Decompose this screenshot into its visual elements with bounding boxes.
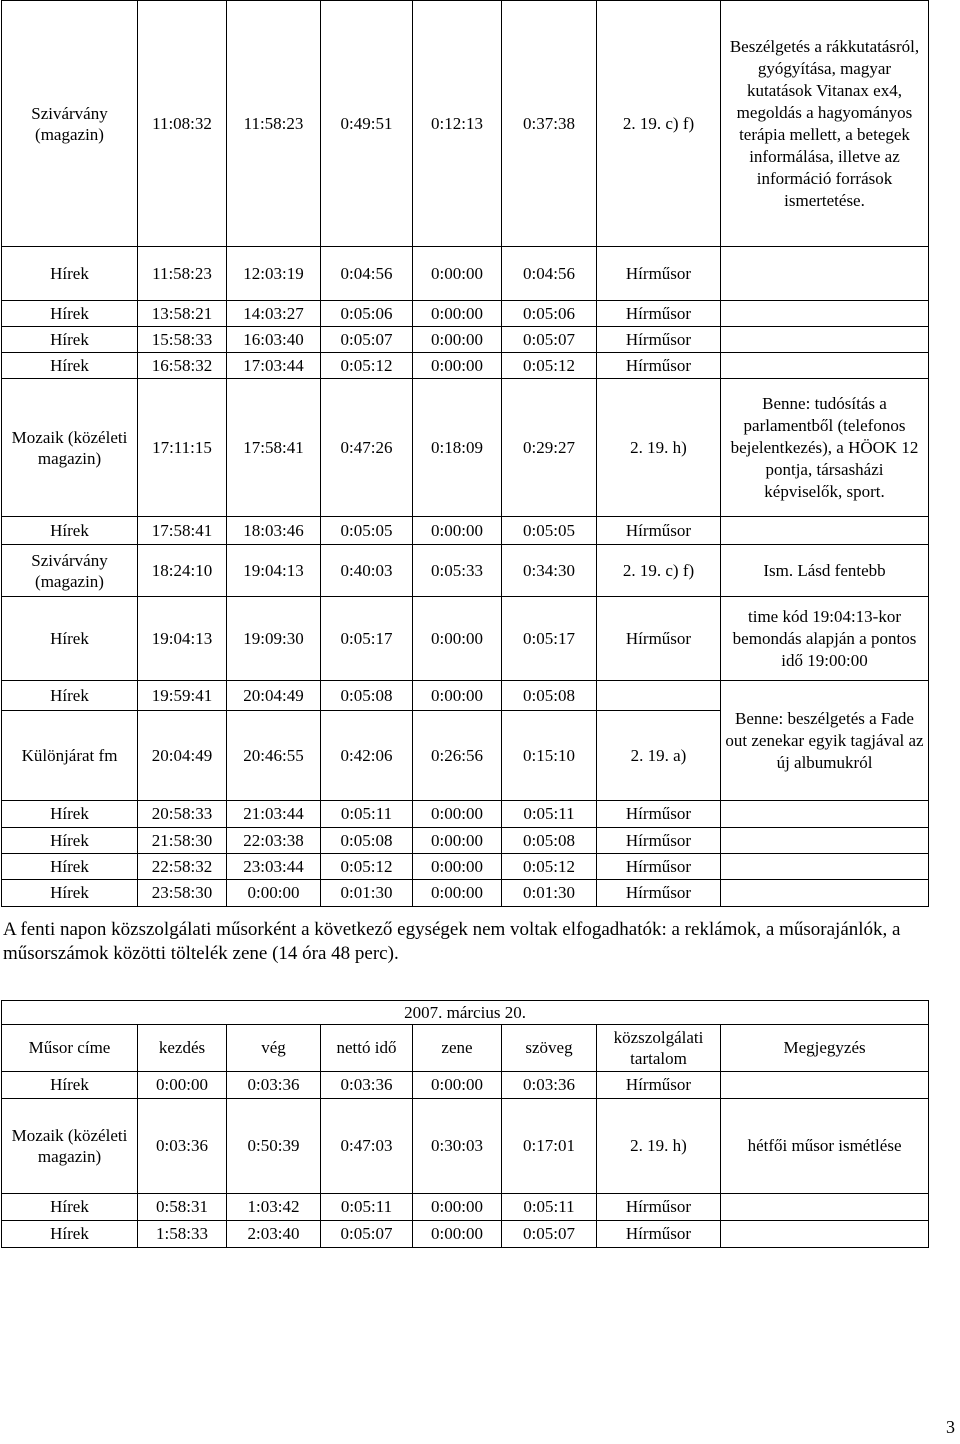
text-time-cell: 0:05:12 <box>502 353 597 379</box>
column-header: szöveg <box>502 1025 597 1072</box>
table-row <box>2 801 929 828</box>
remark-cell <box>721 327 929 353</box>
net-time-cell: 0:42:06 <box>321 711 413 801</box>
start-time-cell: 11:08:32 <box>138 1 227 247</box>
net-time-cell: 0:05:12 <box>321 854 413 880</box>
text-time-cell: 0:29:27 <box>502 379 597 517</box>
program-title-cell: Hírek <box>2 327 138 353</box>
remark-cell <box>721 1194 929 1221</box>
public-content-cell: Hírműsor <box>597 353 721 379</box>
page-number: 3 <box>946 1417 955 1437</box>
program-title-cell: Hírek <box>2 597 138 681</box>
net-time-cell: 0:40:03 <box>321 545 413 597</box>
column-header: Megjegyzés <box>721 1025 929 1072</box>
program-title-cell: Hírek <box>2 353 138 379</box>
text-time-cell: 0:05:07 <box>502 327 597 353</box>
text-time-cell: 0:05:06 <box>502 301 597 327</box>
header-row <box>2 1025 929 1072</box>
start-time-cell: 19:59:41 <box>138 681 227 711</box>
public-content-cell: Hírműsor <box>597 880 721 907</box>
public-content-cell: 2. 19. h) <box>597 1099 721 1194</box>
music-time-cell: 0:26:56 <box>413 711 502 801</box>
remark-cell <box>721 247 929 301</box>
remark-cell <box>721 880 929 907</box>
remark-cell: hétfői műsor ismétlése <box>721 1099 929 1194</box>
program-title-cell: Hírek <box>2 1194 138 1221</box>
net-time-cell: 0:47:03 <box>321 1099 413 1194</box>
program-title-cell: Hírek <box>2 301 138 327</box>
table-row <box>2 1 929 247</box>
net-time-cell: 0:05:17 <box>321 597 413 681</box>
program-title-cell: Hírek <box>2 828 138 854</box>
text-time-cell: 0:05:05 <box>502 517 597 545</box>
table-row <box>2 597 929 681</box>
music-time-cell: 0:00:00 <box>413 327 502 353</box>
table-row <box>2 828 929 854</box>
end-time-cell: 12:03:19 <box>227 247 321 301</box>
net-time-cell: 0:05:07 <box>321 1221 413 1248</box>
end-time-cell: 0:00:00 <box>227 880 321 907</box>
table-row <box>2 247 929 301</box>
program-title-cell: Hírek <box>2 517 138 545</box>
program-title-cell: Különjárat fm <box>2 711 138 801</box>
end-time-cell: 0:03:36 <box>227 1072 321 1099</box>
remark-cell <box>721 1221 929 1248</box>
public-content-cell: Hírműsor <box>597 301 721 327</box>
end-time-cell: 11:58:23 <box>227 1 321 247</box>
music-time-cell: 0:05:33 <box>413 545 502 597</box>
public-content-cell: Hírműsor <box>597 1072 721 1099</box>
start-time-cell: 18:24:10 <box>138 545 227 597</box>
remark-cell <box>721 301 929 327</box>
net-time-cell: 0:47:26 <box>321 379 413 517</box>
end-time-cell: 2:03:40 <box>227 1221 321 1248</box>
public-content-cell: Hírműsor <box>597 327 721 353</box>
table-row <box>2 1194 929 1221</box>
music-time-cell: 0:00:00 <box>413 880 502 907</box>
music-time-cell: 0:00:00 <box>413 1072 502 1099</box>
start-time-cell: 0:00:00 <box>138 1072 227 1099</box>
start-time-cell: 0:58:31 <box>138 1194 227 1221</box>
table-row <box>2 1221 929 1248</box>
net-time-cell: 0:05:11 <box>321 801 413 828</box>
table-row <box>2 517 929 545</box>
music-time-cell: 0:00:00 <box>413 353 502 379</box>
music-time-cell: 0:00:00 <box>413 828 502 854</box>
remark-cell <box>721 801 929 828</box>
program-title-cell: Hírek <box>2 247 138 301</box>
net-time-cell: 0:05:06 <box>321 301 413 327</box>
music-time-cell: 0:00:00 <box>413 854 502 880</box>
public-content-cell: Hírműsor <box>597 828 721 854</box>
music-time-cell: 0:00:00 <box>413 1194 502 1221</box>
music-time-cell: 0:12:13 <box>413 1 502 247</box>
start-time-cell: 15:58:33 <box>138 327 227 353</box>
remark-cell: Beszélgetés a rákkutatásról, gyógyítása, magyar kutatások Vitanax ex4, megoldás a hagyományos terápia mellett, a betegek informálása, illetve az információ források ismertetése. <box>721 1 929 247</box>
net-time-cell: 0:03:36 <box>321 1072 413 1099</box>
text-time-cell: 0:05:08 <box>502 828 597 854</box>
summary-paragraph: A fenti napon közszolgálati műsorként a következő egységek nem voltak elfogadhatók: a reklámok, a műsorajánlók, a műsorszámok közötti töltelék zene (14 óra 48 perc). <box>3 919 901 964</box>
public-content-cell: 2. 19. c) f) <box>597 1 721 247</box>
net-time-cell: 0:05:08 <box>321 828 413 854</box>
column-header: Műsor címe <box>2 1025 138 1072</box>
program-title-cell: Hírek <box>2 681 138 711</box>
column-header: kezdés <box>138 1025 227 1072</box>
table-row <box>2 301 929 327</box>
remark-cell <box>721 1072 929 1099</box>
remark-cell <box>721 517 929 545</box>
music-time-cell: 0:00:00 <box>413 1221 502 1248</box>
end-time-cell: 16:03:40 <box>227 327 321 353</box>
text-time-cell: 0:03:36 <box>502 1072 597 1099</box>
public-content-cell: Hírműsor <box>597 597 721 681</box>
music-time-cell: 0:30:03 <box>413 1099 502 1194</box>
music-time-cell: 0:00:00 <box>413 301 502 327</box>
music-time-cell: 0:00:00 <box>413 517 502 545</box>
start-time-cell: 17:11:15 <box>138 379 227 517</box>
text-time-cell: 0:05:11 <box>502 801 597 828</box>
music-time-cell: 0:00:00 <box>413 801 502 828</box>
end-time-cell: 21:03:44 <box>227 801 321 828</box>
text-time-cell: 0:34:30 <box>502 545 597 597</box>
text-time-cell: 0:37:38 <box>502 1 597 247</box>
start-time-cell: 1:58:33 <box>138 1221 227 1248</box>
table-row <box>2 854 929 880</box>
net-time-cell: 0:05:07 <box>321 327 413 353</box>
public-content-cell: 2. 19. h) <box>597 379 721 517</box>
public-content-cell: 2. 19. c) f) <box>597 545 721 597</box>
music-time-cell: 0:00:00 <box>413 597 502 681</box>
net-time-cell: 0:05:11 <box>321 1194 413 1221</box>
net-time-cell: 0:01:30 <box>321 880 413 907</box>
start-time-cell: 11:58:23 <box>138 247 227 301</box>
public-content-cell: Hírműsor <box>597 801 721 828</box>
table-row <box>2 353 929 379</box>
table-row <box>2 327 929 353</box>
music-time-cell: 0:00:00 <box>413 681 502 711</box>
end-time-cell: 23:03:44 <box>227 854 321 880</box>
text-time-cell: 0:05:08 <box>502 681 597 711</box>
end-time-cell: 18:03:46 <box>227 517 321 545</box>
public-content-cell: 2. 19. a) <box>597 711 721 801</box>
remark-cell <box>721 854 929 880</box>
remark-cell: Benne: tudósítás a parlamentből (telefonos bejelentkezés), a HÖOK 12 pontja, társasházi képviselők, sport. <box>721 379 929 517</box>
column-header: vég <box>227 1025 321 1072</box>
text-time-cell: 0:17:01 <box>502 1099 597 1194</box>
program-title-cell: Mozaik (közéleti magazin) <box>2 379 138 517</box>
program-title-cell: Mozaik (közéleti magazin) <box>2 1099 138 1194</box>
net-time-cell: 0:05:12 <box>321 353 413 379</box>
end-time-cell: 17:03:44 <box>227 353 321 379</box>
start-time-cell: 21:58:30 <box>138 828 227 854</box>
start-time-cell: 20:58:33 <box>138 801 227 828</box>
music-time-cell: 0:00:00 <box>413 247 502 301</box>
table-row <box>2 1099 929 1194</box>
remark-cell: Benne: beszélgetés a Fade out zenekar egyik tagjával az új albumukról <box>721 681 929 801</box>
program-title-cell: Hírek <box>2 1221 138 1248</box>
remark-cell <box>721 828 929 854</box>
remark-cell: time kód 19:04:13-kor bemondás alapján a pontos idő 19:00:00 <box>721 597 929 681</box>
net-time-cell: 0:05:08 <box>321 681 413 711</box>
public-content-cell <box>597 681 721 711</box>
text-time-cell: 0:01:30 <box>502 880 597 907</box>
end-time-cell: 17:58:41 <box>227 379 321 517</box>
remark-cell: Ism. Lásd fentebb <box>721 545 929 597</box>
music-time-cell: 0:18:09 <box>413 379 502 517</box>
net-time-cell: 0:49:51 <box>321 1 413 247</box>
public-content-cell: Hírműsor <box>597 247 721 301</box>
public-content-cell: Hírműsor <box>597 1194 721 1221</box>
program-title-cell: Hírek <box>2 1072 138 1099</box>
table-row <box>2 379 929 517</box>
text-time-cell: 0:15:10 <box>502 711 597 801</box>
public-content-cell: Hírműsor <box>597 517 721 545</box>
end-time-cell: 14:03:27 <box>227 301 321 327</box>
table-row <box>2 681 929 711</box>
end-time-cell: 20:46:55 <box>227 711 321 801</box>
end-time-cell: 0:50:39 <box>227 1099 321 1194</box>
end-time-cell: 19:09:30 <box>227 597 321 681</box>
broadcast-table-march-20 <box>1 1000 929 1248</box>
text-time-cell: 0:05:07 <box>502 1221 597 1248</box>
end-time-cell: 20:04:49 <box>227 681 321 711</box>
net-time-cell: 0:04:56 <box>321 247 413 301</box>
text-time-cell: 0:05:12 <box>502 854 597 880</box>
public-content-cell: Hírműsor <box>597 854 721 880</box>
date-header: 2007. március 20. <box>2 1001 929 1025</box>
start-time-cell: 20:04:49 <box>138 711 227 801</box>
start-time-cell: 13:58:21 <box>138 301 227 327</box>
table-row <box>2 545 929 597</box>
start-time-cell: 16:58:32 <box>138 353 227 379</box>
column-header: zene <box>413 1025 502 1072</box>
program-title-cell: Szivárvány (magazin) <box>2 1 138 247</box>
text-time-cell: 0:05:11 <box>502 1194 597 1221</box>
date-row <box>2 1001 929 1025</box>
public-content-cell: Hírműsor <box>597 1221 721 1248</box>
table-row <box>2 880 929 907</box>
start-time-cell: 0:03:36 <box>138 1099 227 1194</box>
program-title-cell: Hírek <box>2 854 138 880</box>
end-time-cell: 19:04:13 <box>227 545 321 597</box>
column-header: közszolgálati tartalom <box>597 1025 721 1072</box>
text-time-cell: 0:05:17 <box>502 597 597 681</box>
program-title-cell: Hírek <box>2 880 138 907</box>
column-header: nettó idő <box>321 1025 413 1072</box>
program-title-cell: Szivárvány (magazin) <box>2 545 138 597</box>
text-time-cell: 0:04:56 <box>502 247 597 301</box>
start-time-cell: 22:58:32 <box>138 854 227 880</box>
table-row <box>2 1072 929 1099</box>
start-time-cell: 19:04:13 <box>138 597 227 681</box>
end-time-cell: 1:03:42 <box>227 1194 321 1221</box>
net-time-cell: 0:05:05 <box>321 517 413 545</box>
start-time-cell: 17:58:41 <box>138 517 227 545</box>
remark-cell <box>721 353 929 379</box>
broadcast-table-march-19 <box>1 0 929 907</box>
start-time-cell: 23:58:30 <box>138 880 227 907</box>
end-time-cell: 22:03:38 <box>227 828 321 854</box>
program-title-cell: Hírek <box>2 801 138 828</box>
